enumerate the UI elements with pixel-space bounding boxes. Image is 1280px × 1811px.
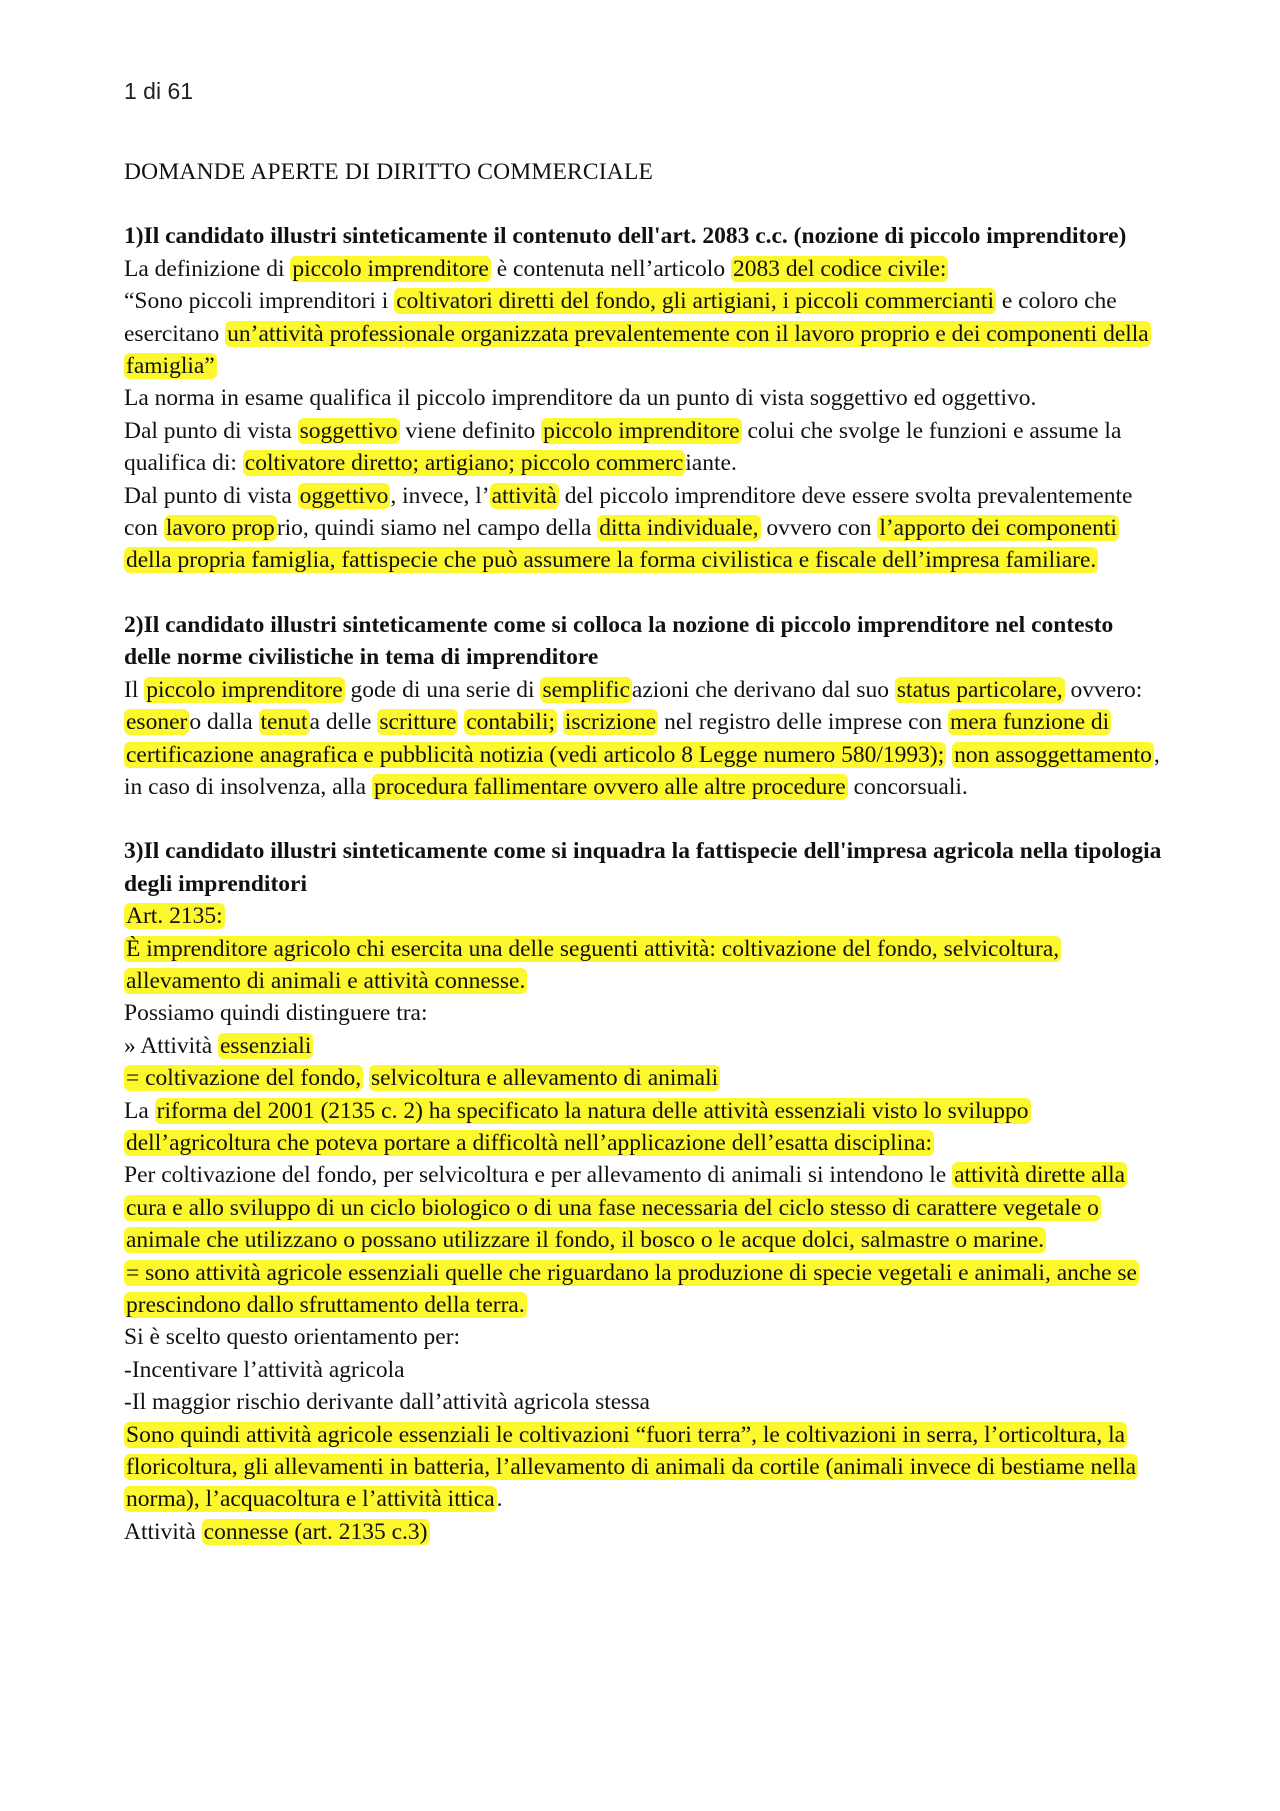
answer-paragraph [124,415,1164,480]
highlighted-text: contabili; [466,709,556,736]
text-run: . [496,1486,503,1513]
answer-paragraph [124,253,1164,285]
text-run: , in caso di insolvenza, alla [124,741,1160,800]
highlighted-text: procedura fallimentare ovvero alle altre procedure [373,773,846,800]
text-run: ovvero: [1064,676,1143,703]
highlighted-text: un’attività professionale organizzata prevalentemente con il lavoro proprio e dei componenti della famiglia” [126,320,1149,380]
answer-paragraph [124,900,1164,932]
answer-paragraph [124,1062,1164,1094]
text-run: rio, quindi siamo nel campo della [276,515,598,542]
highlighted-text: coltivatori diretti del fondo, gli artigiani, i piccoli commercianti [396,288,994,315]
answer-paragraph [124,382,1164,414]
highlighted-text: semplific [542,676,630,703]
highlighted-text: ditta individuale, [599,515,759,542]
highlighted-text: esoner [126,709,188,736]
text-run: colui che svolge le funzioni e assume la qualifica di: [124,417,1122,477]
answer-paragraph [124,1257,1164,1322]
highlighted-text: piccolo imprenditore [292,255,489,282]
answer-body [124,253,1164,577]
page-number: 1 di 61 [124,78,194,104]
question-heading: 1)Il candidato illustri sinteticamente il contenuto dell'art. 2083 c.c. (nozione di piccolo imprenditore) [124,223,1127,250]
highlighted-text: 2083 del codice civile: [732,255,947,282]
text-run: e coloro che esercitano [124,288,1117,347]
answer-paragraph [124,1419,1164,1516]
answer-paragraph [124,1516,1164,1548]
text-run [557,709,563,735]
highlighted-text: attività dirette alla cura e allo sviluppo di un ciclo biologico o di una fase necessaria del ciclo stesso di carattere vegetale o animale che utilizzano o possano utilizzare il fondo, il bosco o le acque dolci, salmastre o marine. [126,1162,1126,1254]
highlighted-text: Sono quindi attività agricole essenziali le coltivazioni “fuori terra”, le coltivazioni in serra, l’orticoltura, la floricoltura, gli allevamenti in batteria, l’allevamento di animali da cortile (animali invece di bestiame nella norma), l’acquacoltura e l’attività ittica [126,1421,1137,1513]
question-section-1 [124,220,1164,576]
text-run: La norma in esame qualifica il piccolo imprenditore da un punto di vista soggettivo ed oggettivo. [124,385,1037,412]
highlighted-text: mera funzione di certificazione anagrafica e pubblicità notizia (vedi articolo 8 Legge numero 580/1993); [126,709,1110,768]
highlighted-text: scritture [379,709,457,736]
text-run: nel registro delle imprese con [658,709,948,736]
text-run: del piccolo imprenditore deve essere svolta prevalentemente con [124,482,1133,542]
highlighted-text: coltivatore diretto; artigiano; piccolo commerc [244,450,684,477]
highlighted-text: selvicoltura e allevamento di animali [371,1065,719,1092]
highlighted-text: attività [491,482,557,509]
text-run: gode di una serie di [344,676,541,703]
highlighted-text: essenziali [220,1032,312,1059]
highlighted-text: piccolo imprenditore [146,676,343,703]
highlighted-text: = sono attività agricole essenziali quelle che riguardano la produzione di specie vegetali e animali, anche se prescindono dallo sfruttamento della terra. [126,1259,1137,1318]
highlighted-text: tenut [260,709,308,736]
text-run: La definizione di [124,255,291,282]
answer-paragraph [124,1354,1164,1386]
text-run: azioni che derivano dal suo [631,676,895,703]
highlighted-text: = coltivazione del fondo, [126,1065,362,1092]
answer-body [124,900,1164,1548]
question-section-2 [124,609,1164,803]
answer-paragraph [124,674,1164,804]
answer-paragraph [124,1386,1164,1418]
text-run: concorsuali. [847,773,968,800]
answer-paragraph [124,1321,1164,1353]
answer-paragraph [124,997,1164,1029]
highlighted-text: È imprenditore agricolo chi esercita una delle seguenti attività: coltivazione del fondo, selvicoltura, allevamento di animali e attività connesse. [126,935,1060,994]
text-run: Possiamo quindi distinguere tra: [124,1000,428,1027]
question-heading: 3)Il candidato illustri sinteticamente come si inquadra la fattispecie dell'impresa agricola nella tipologia degli imprenditori [124,838,1162,897]
answer-paragraph [124,1159,1164,1256]
text-run: Attività [124,1518,202,1545]
text-run: Per coltivazione del fondo, per selvicoltura e per allevamento di animali si intendono le [124,1162,953,1189]
highlighted-text: riforma del 2001 (2135 c. 2) ha specificato la natura delle attività essenziali visto lo sviluppo dell’agricoltura che poteva portare a difficoltà nell’applicazione dell’esatta disciplina: [126,1097,1029,1156]
highlighted-text: piccolo imprenditore [543,417,740,444]
text-run: o dalla [189,709,259,736]
highlighted-text: connesse (art. 2135 c.3) [203,1518,428,1545]
highlighted-text: soggettivo [299,417,398,444]
text-run: -Incentivare l’attività agricola [124,1356,405,1383]
text-run: , invece, l’ [390,482,490,509]
text-run: a delle [309,709,378,736]
text-run: Dal punto di vista [124,482,298,509]
answer-body [124,674,1164,804]
highlighted-text: lavoro prop [165,515,275,542]
text-run: viene definito [399,417,542,444]
highlighted-text: status particolare, [896,676,1063,703]
text-run: è contenuta nell’articolo [490,255,731,282]
highlighted-text: l’apporto dei componenti della propria famiglia, fattispecie che può assumere la forma civilistica e fiscale dell’impresa familiare. [126,515,1117,574]
text-run: -Il maggior rischio derivante dall’attività agricola stessa [124,1389,650,1416]
highlighted-text: Art. 2135: [126,903,223,930]
highlighted-text: oggettivo [299,482,389,509]
text-run: “Sono piccoli imprenditori i [124,288,395,315]
document-title: DOMANDE APERTE DI DIRITTO COMMERCIALE [124,159,654,185]
text-run: » Attività [124,1032,218,1059]
text-run: Si è scelto questo orientamento per: [124,1324,461,1351]
document-body [124,156,1164,1580]
highlighted-text: iscrizione [564,709,657,736]
text-run: ovvero con [760,515,878,542]
answer-paragraph [124,285,1164,382]
text-run: La [124,1097,155,1124]
text-run: iante. [685,450,737,477]
text-run: Il [124,676,145,703]
answer-paragraph [124,1030,1164,1062]
text-run: Dal punto di vista [124,417,298,444]
highlighted-text: non assoggettamento [954,741,1152,768]
answer-paragraph [124,1095,1164,1160]
question-section-3 [124,835,1164,1548]
answer-paragraph [124,933,1164,998]
question-heading: 2)Il candidato illustri sinteticamente come si colloca la nozione di piccolo imprenditore nel contesto delle norme civilistiche in tema di imprenditore [124,611,1114,671]
answer-paragraph [124,480,1164,577]
